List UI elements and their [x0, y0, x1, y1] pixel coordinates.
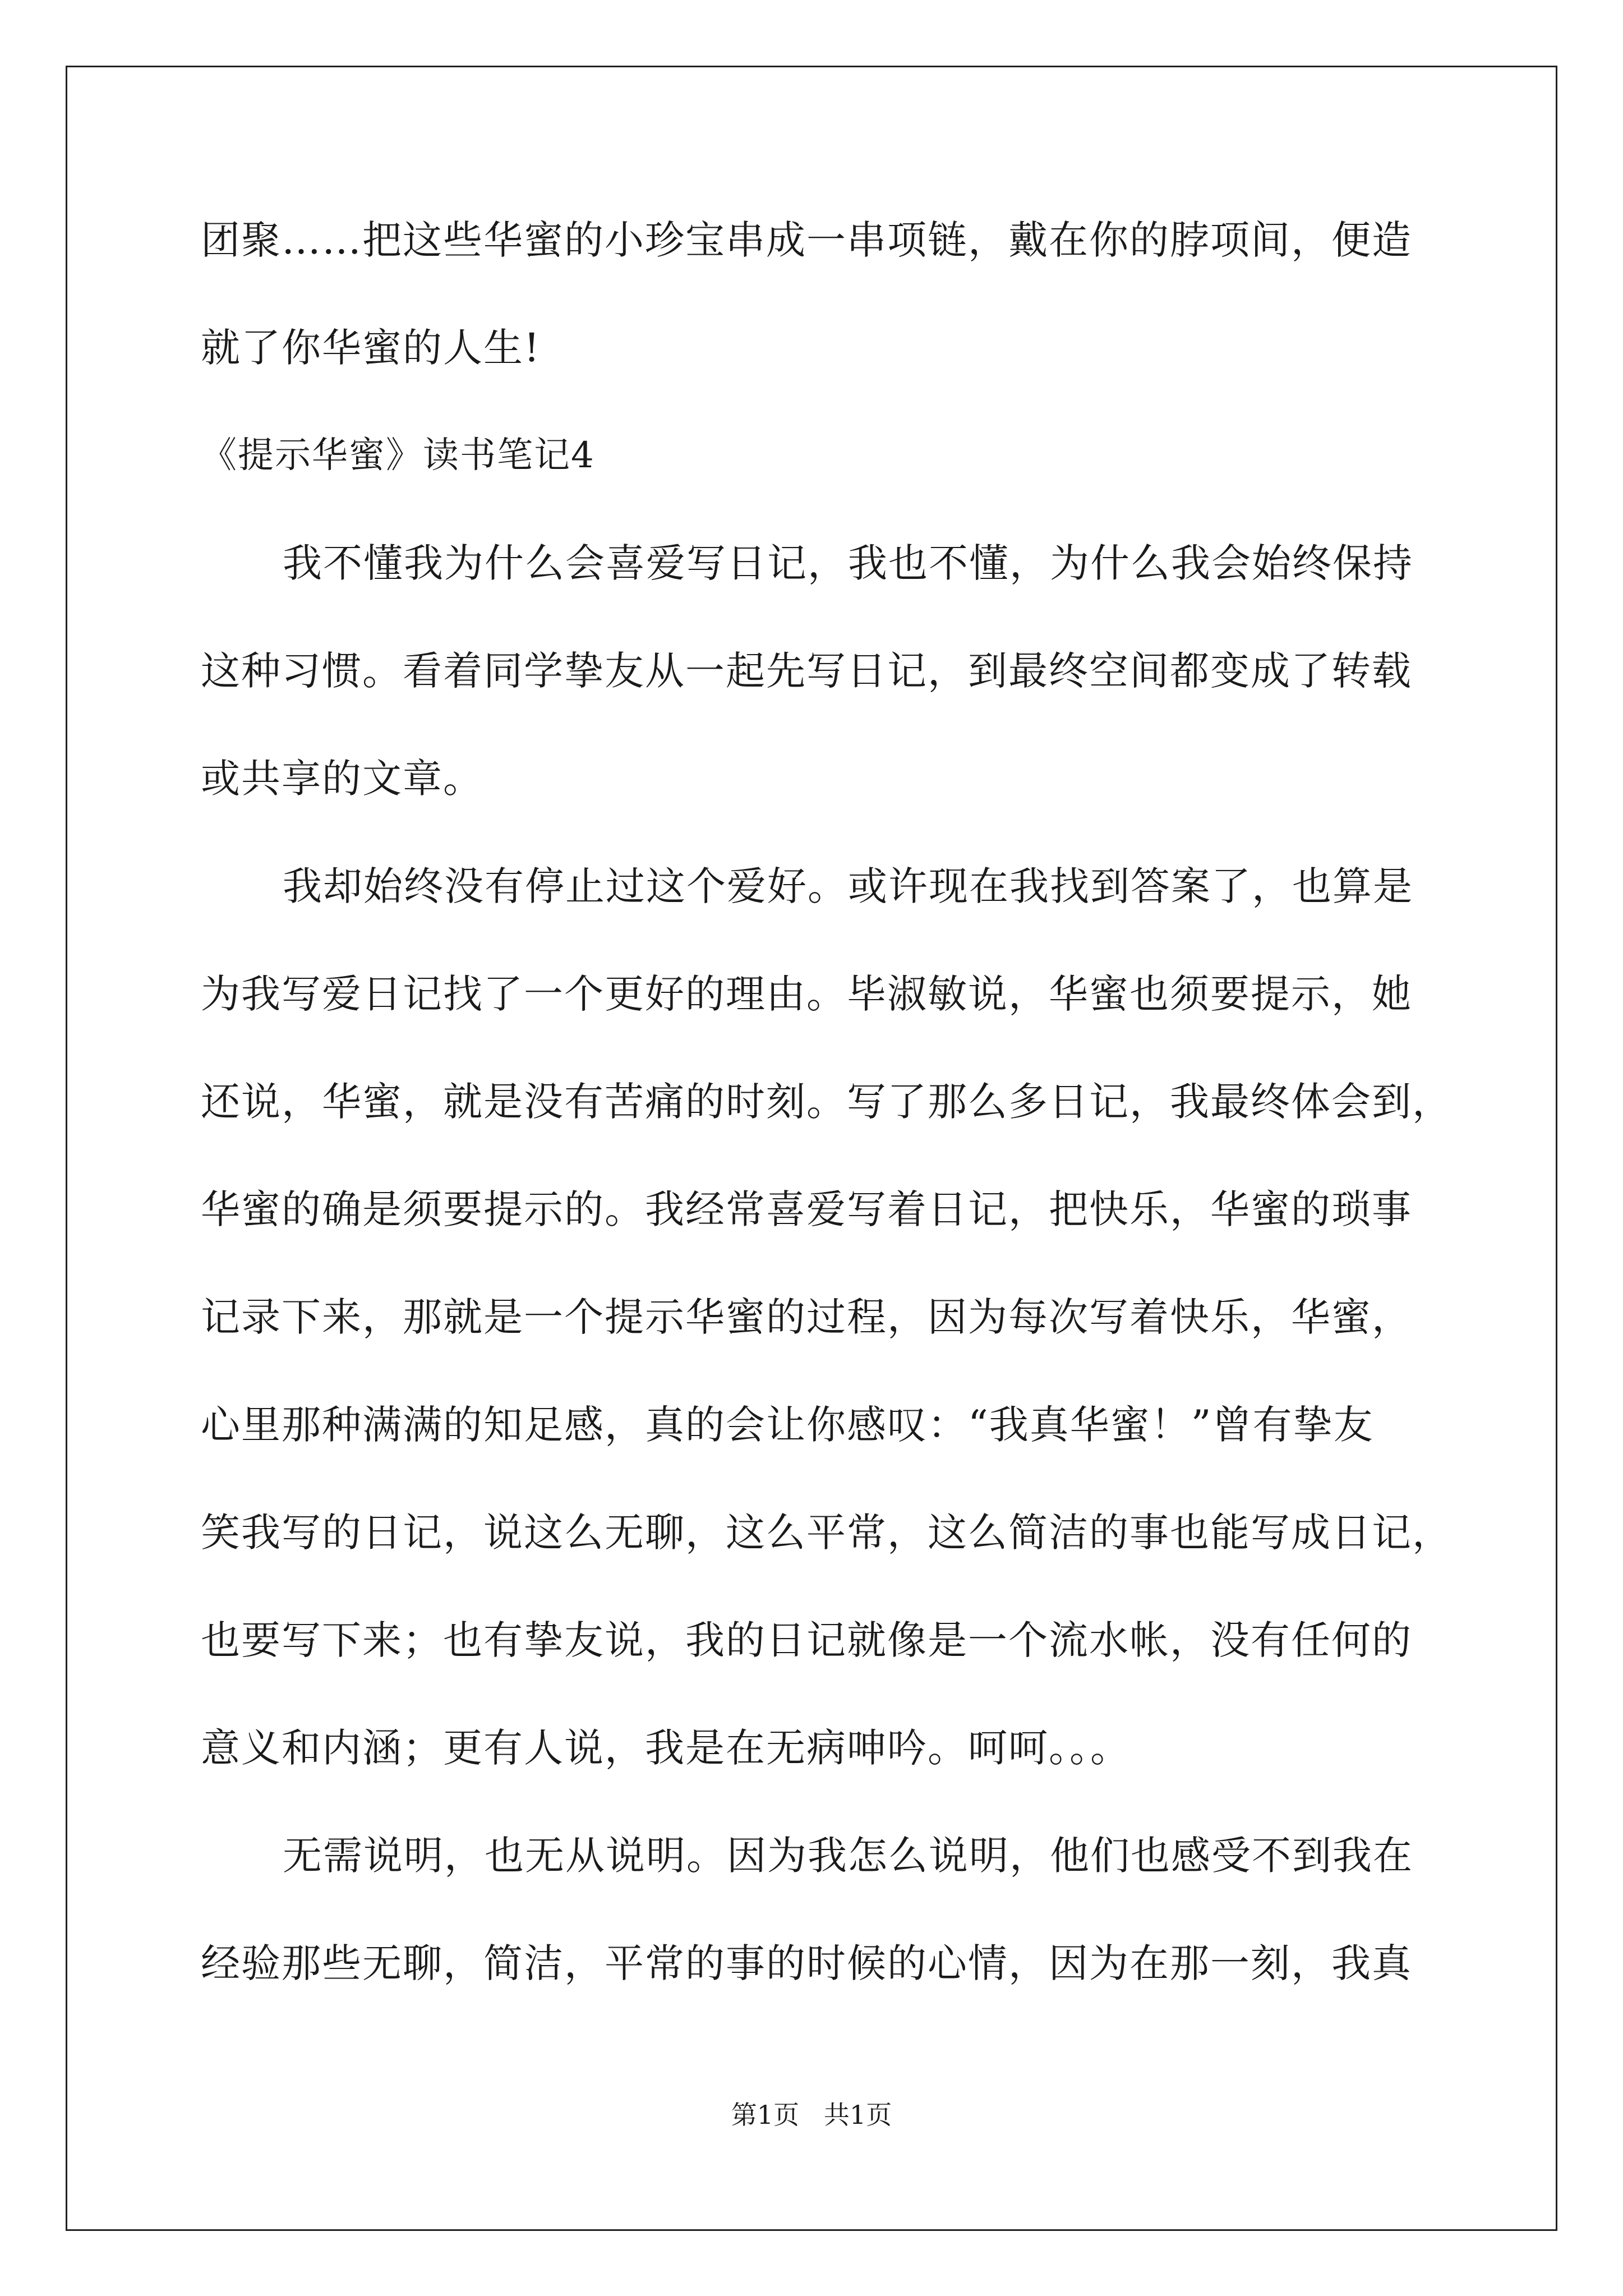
- text-line: 心里那种满满的知足感，真的会让你感叹：“我真华蜜！”曾有挚友: [201, 1402, 1374, 1448]
- text-line: 笑我写的日记，说这么无聊，这么平常，这么简洁的事也能写成日记，: [201, 1510, 1453, 1556]
- paragraph-first-line: 我不懂我为什么会喜爱写日记，我也不懂，为什么我会始终保持: [283, 540, 1413, 586]
- paragraph-first-line: 我却始终没有停止过这个爱好。或许现在我找到答案了，也算是: [283, 863, 1413, 909]
- page-number-footer: 第1页 共1页: [731, 2100, 892, 2130]
- text-line: 记录下来，那就是一个提示华蜜的过程，因为每次写着快乐，华蜜，: [201, 1294, 1412, 1340]
- document-body: [201, 213, 1453, 2044]
- text-line: 为我写爱日记找了一个更好的理由。毕淑敏说，华蜜也须要提示，她: [201, 971, 1412, 1017]
- text-line: 或共享的文章。: [201, 756, 483, 802]
- text-line: 经验那些无聊，简洁，平常的事的时候的心情，因为在那一刻，我真: [201, 1940, 1412, 1986]
- text-line: 这种习惯。看着同学挚友从一起先写日记，到最终空间都变成了转载: [201, 648, 1412, 694]
- text-line: 就了你华蜜的人生!: [201, 325, 541, 371]
- text-line: 也要写下来；也有挚友说，我的日记就像是一个流水帐，没有任何的: [201, 1617, 1412, 1663]
- text-line: 意义和内涵；更有人说，我是在无病呻吟。呵呵。。。: [201, 1725, 1131, 1771]
- text-line: 还说，华蜜，就是没有苦痛的时刻。写了那么多日记，我最终体会到，: [201, 1079, 1453, 1125]
- section-heading: 《提示华蜜》读书笔记4: [201, 435, 595, 476]
- paragraph-first-line: 无需说明，也无从说明。因为我怎么说明，他们也感受不到我在: [283, 1833, 1413, 1879]
- text-line: 华蜜的确是须要提示的。我经常喜爱写着日记，把快乐，华蜜的琐事: [201, 1186, 1412, 1232]
- text-line: 团聚……把这些华蜜的小珍宝串成一串项链，戴在你的脖项间，便造: [201, 217, 1412, 263]
